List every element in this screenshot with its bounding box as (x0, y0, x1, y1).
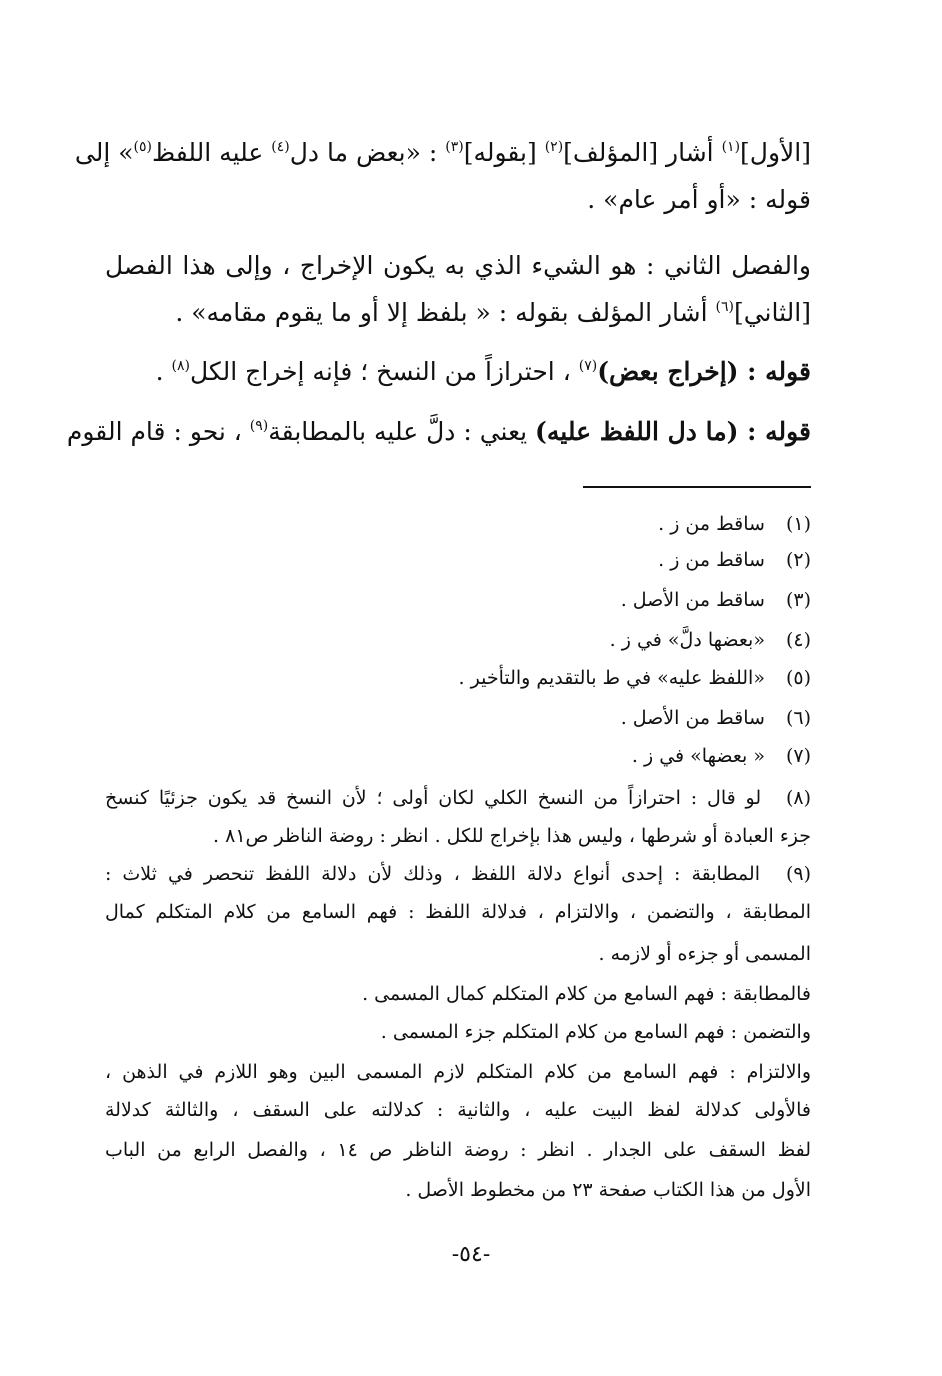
footnote-2 (105, 546, 811, 574)
body-line-6 (66, 412, 811, 452)
footnote-ref-1[interactable]: (١) (721, 139, 741, 155)
footnote-ref-6[interactable]: (٦) (715, 299, 734, 315)
footnote-3 (105, 586, 811, 614)
text-run: عليه اللفظ (152, 138, 272, 167)
footnote-text: « بعضها» في ز . (631, 745, 765, 767)
footnote-9-line-8: لفظ السقف على الجدار . انظر : روضة الناظر ص ١٤ ، والفصل الرابع من الباب (105, 1139, 811, 1161)
footnote-text: ساقط من الأصل . (620, 589, 765, 611)
quoted-phrase: قوله : (إخراج بعض) (597, 357, 811, 386)
footnote-6 (105, 704, 811, 732)
footnote-text: «اللفظ عليه» في ط بالتقديم والتأخير . (458, 667, 765, 689)
text-run: يعني : دلَّ عليه بالمطابقة (268, 417, 536, 446)
footnote-number: (٩) (785, 863, 811, 885)
footnote-text: لو قال : احترازاً من النسخ الكلي لكان أولى ؛ لأن النسخ قد يكون جزئيًا كنسخ (105, 787, 762, 809)
footnote-9-line-4: فالمطابقة : فهم السامع من كلام المتكلم كمال المسمى . (362, 983, 811, 1005)
body-line-3: والفصل الثاني : هو الشيء الذي به يكون الإخراج ، وإلى هذا الفصل (105, 251, 811, 280)
footnote-text: المطابقة : إحدى أنواع دلالة اللفظ ، وذلك لأن دلالة اللفظ تنحصر في ثلاث : (105, 863, 760, 885)
footnote-ref-7[interactable]: (٧) (578, 358, 598, 374)
page-number: -٥٤- (451, 1242, 491, 1267)
body-line-2: قوله : «أو أمر عام» . (587, 185, 811, 214)
text-run: . (155, 357, 172, 386)
footnote-ref-8[interactable]: (٨) (171, 358, 190, 374)
footnote-1 (105, 510, 811, 538)
text-run: [الثاني] (733, 298, 811, 327)
text-run: [الأول] (740, 138, 811, 167)
text-run: [بقوله] (463, 138, 545, 167)
footnote-9-line-6: والالتزام : فهم السامع من كلام المتكلم لازم المسمى البين وهو اللازم في الذهن ، (105, 1061, 811, 1083)
footnote-9-line-5: والتضمن : فهم السامع من كلام المتكلم جزء المسمى . (380, 1021, 811, 1043)
footnote-ref-3[interactable]: (٣) (445, 139, 464, 155)
footnote-9-line-7: فالأولى كدلالة لفظ البيت عليه ، والثانية : كدلالته على السقف ، والثالثة كدلالة (105, 1099, 811, 1121)
text-run: » إلى (74, 138, 134, 167)
footnote-text: ساقط من ز . (658, 549, 765, 571)
quoted-phrase: قوله : (ما دل اللفظ عليه) (535, 417, 811, 446)
footnote-ref-9[interactable]: (٩) (249, 418, 269, 434)
text-run: أشار [المؤلف] (563, 138, 722, 167)
footnote-number: (٦) (785, 707, 811, 729)
footnote-number: (٨) (785, 787, 811, 809)
footnote-9-line-2: المطابقة ، والتضمن ، والالتزام ، فدلالة اللفظ : فهم السامع من كلام المتكلم كمال (105, 901, 811, 923)
footnote-9 (105, 860, 811, 888)
footnote-separator (583, 486, 811, 488)
body-line-1 (74, 133, 811, 173)
footnote-8-line-2: جزء العبادة أو شرطها ، وليس هذا بإخراج للكل . انظر : روضة الناظر ص٨١ . (213, 825, 811, 847)
text-run: : «بعض ما دل (289, 138, 446, 167)
footnote-number: (٢) (785, 549, 811, 571)
footnote-number: (٤) (785, 629, 811, 651)
footnote-9-line-9: الأول من هذا الكتاب صفحة ٢٣ من مخطوط الأصل . (405, 1179, 811, 1201)
body-line-4 (105, 293, 811, 333)
footnote-text: ساقط من الأصل . (620, 707, 765, 729)
footnote-8 (105, 784, 811, 812)
footnote-number: (١) (785, 513, 811, 535)
body-line-5 (105, 352, 811, 392)
footnote-ref-2[interactable]: (٢) (544, 139, 564, 155)
footnote-number: (٧) (785, 745, 811, 767)
footnote-ref-5[interactable]: (٥) (133, 139, 153, 155)
text-run: ، احترازاً من النسخ ؛ فإنه إخراج الكل (189, 357, 579, 386)
text-run: أشار المؤلف بقوله : « بلفظ إلا أو ما يقوم مقامه» . (175, 298, 716, 327)
footnote-9-line-3: المسمى أو جزءه أو لازمه . (598, 943, 811, 965)
text-run: ، نحو : قام القوم (66, 417, 250, 446)
footnote-text: ساقط من ز . (658, 513, 765, 535)
footnote-number: (٣) (785, 589, 811, 611)
footnote-5 (105, 664, 811, 692)
footnote-4 (105, 626, 811, 654)
footnote-ref-4[interactable]: (٤) (271, 139, 290, 155)
footnote-7 (105, 742, 811, 770)
footnote-number: (٥) (785, 667, 811, 689)
footnote-text: «بعضها دلَّ» في ز . (609, 629, 765, 651)
